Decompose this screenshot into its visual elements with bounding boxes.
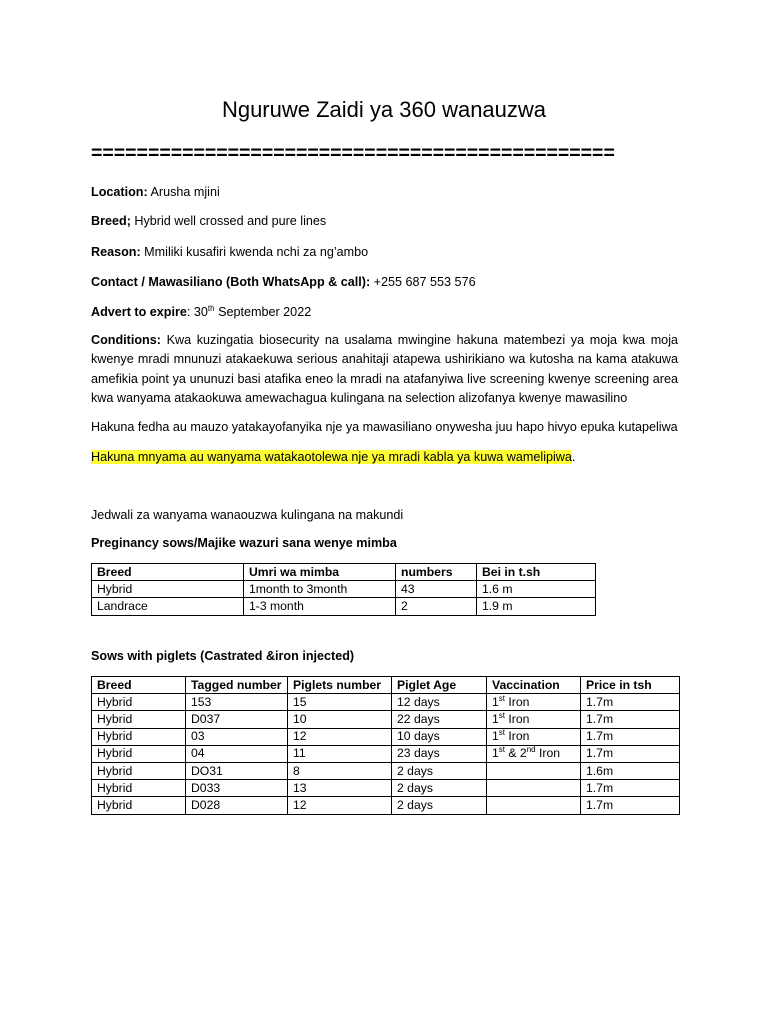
breed-label: Breed; xyxy=(91,214,131,228)
column-header: Breed xyxy=(92,564,244,581)
reason-value: Mmiliki kusafiri kwenda nchi za ng’ambo xyxy=(140,245,369,259)
table-cell: 153 xyxy=(186,694,288,711)
expire-value-post: September 2022 xyxy=(214,305,312,319)
table-cell: 03 xyxy=(186,728,288,745)
table-row xyxy=(92,762,680,779)
table-cell: 1.7m xyxy=(581,797,680,814)
reason-label: Reason: xyxy=(91,245,141,259)
column-header: Tagged number xyxy=(186,677,288,694)
location-label: Location: xyxy=(91,185,148,199)
location-value: Arusha mjini xyxy=(147,185,220,199)
expire-line xyxy=(91,304,311,320)
column-header: Bei in t.sh xyxy=(477,564,596,581)
conditions-text: Kwa kuzingatia biosecurity na usalama mwingine hakuna matembezi ya moja kwa moja kwenye mradi mnunuzi atakaekuwa serious anahitaji atapewa ushirikiano wa kutosha na kama atakuwa amefikia point ya ununuzi basi atafika eneo la mradi na atafanyiwa live screening kwenye screening area kwa wanyama atakaokuwa amewachagua kulingana na selection alizofanya kwenye mawasilino xyxy=(91,333,678,405)
vaccination-cell: 1st Iron xyxy=(487,694,581,711)
contact-line xyxy=(91,274,476,290)
column-header: Price in tsh xyxy=(581,677,680,694)
vaccination-cell: 1st & 2nd Iron xyxy=(487,745,581,762)
column-header: Umri wa mimba xyxy=(244,564,396,581)
table-cell: 2 xyxy=(396,598,477,615)
table-cell: Hybrid xyxy=(92,797,186,814)
pregnant-sows-table xyxy=(91,563,596,616)
table-cell: 13 xyxy=(288,780,392,797)
breed-line xyxy=(91,213,326,229)
column-header: Piglet Age xyxy=(392,677,487,694)
table-cell: 1month to 3month xyxy=(244,581,396,598)
table-cell: 1.7m xyxy=(581,694,680,711)
table-cell: 2 days xyxy=(392,797,487,814)
table-cell: D028 xyxy=(186,797,288,814)
table-row xyxy=(92,694,680,711)
table-cell: 1.7m xyxy=(581,728,680,745)
table-cell: Hybrid xyxy=(92,762,186,779)
table-cell: 10 xyxy=(288,711,392,728)
sows-with-piglets-table xyxy=(91,676,680,815)
table-cell: Hybrid xyxy=(92,694,186,711)
table-cell: 12 xyxy=(288,728,392,745)
vaccination-cell xyxy=(487,762,581,779)
table-cell: 1.7m xyxy=(581,711,680,728)
table-cell: 1.7m xyxy=(581,745,680,762)
vaccination-cell: 1st Iron xyxy=(487,728,581,745)
table-cell: 10 days xyxy=(392,728,487,745)
reason-line xyxy=(91,244,368,260)
table-cell: DO31 xyxy=(186,762,288,779)
table-header-row xyxy=(92,677,680,694)
table-cell: 1.7m xyxy=(581,780,680,797)
table-row xyxy=(92,797,680,814)
table-row xyxy=(92,780,680,797)
column-header: Breed xyxy=(92,677,186,694)
piglets-table-heading xyxy=(91,648,354,664)
vaccination-cell xyxy=(487,780,581,797)
table-cell: Hybrid xyxy=(92,728,186,745)
table-cell: 12 xyxy=(288,797,392,814)
column-header: Vaccination xyxy=(487,677,581,694)
table-row xyxy=(92,581,596,598)
table-cell: D037 xyxy=(186,711,288,728)
table-cell: Hybrid xyxy=(92,711,186,728)
table-cell: 04 xyxy=(186,745,288,762)
table-cell: 1.9 m xyxy=(477,598,596,615)
table-cell: 15 xyxy=(288,694,392,711)
table-row xyxy=(92,745,680,762)
piglets-heading-text: Sows with piglets (Castrated &iron injected) xyxy=(91,649,355,663)
table-cell: 11 xyxy=(288,745,392,762)
highlight-note-line xyxy=(91,449,575,465)
highlight-period: . xyxy=(571,450,576,464)
table-header-row xyxy=(92,564,596,581)
table-cell: 1-3 month xyxy=(244,598,396,615)
table-cell: 22 days xyxy=(392,711,487,728)
table-cell: 2 days xyxy=(392,762,487,779)
breed-value: Hybrid well crossed and pure lines xyxy=(130,214,327,228)
expire-value-pre: : 30 xyxy=(186,305,208,319)
separator-rule: ============================================== xyxy=(91,142,615,164)
table-cell: 1.6m xyxy=(581,762,680,779)
table-cell: Hybrid xyxy=(92,780,186,797)
payment-note: Hakuna fedha au mauzo yatakayofanyika nje ya mawasiliano onywesha juu hapo hivyo epuka kutapeliwa xyxy=(91,420,678,434)
table-cell: 12 days xyxy=(392,694,487,711)
table-row xyxy=(92,598,596,615)
conditions-paragraph xyxy=(91,331,678,408)
pregnant-heading-text: Preginancy sows/Majike wazuri sana wenye mimba xyxy=(91,536,397,550)
piglets-table-body xyxy=(92,694,680,814)
table-cell: 23 days xyxy=(392,745,487,762)
tables-intro: Jedwali za wanyama wanaouzwa kulingana na makundi xyxy=(91,508,404,522)
conditions-label: Conditions: xyxy=(91,333,161,347)
table-row xyxy=(92,711,680,728)
column-header: numbers xyxy=(396,564,477,581)
highlighted-warning: Hakuna mnyama au wanyama watakaotolewa nje ya mradi kabla ya kuwa wamelipiwa xyxy=(91,450,572,464)
location-line xyxy=(91,184,220,200)
table-cell: Hybrid xyxy=(92,745,186,762)
contact-value: +255 687 553 576 xyxy=(370,275,476,289)
vaccination-cell xyxy=(487,797,581,814)
table-cell: D033 xyxy=(186,780,288,797)
table-cell: 8 xyxy=(288,762,392,779)
table-cell: 2 days xyxy=(392,780,487,797)
table-cell: 43 xyxy=(396,581,477,598)
table-cell: Hybrid xyxy=(92,581,244,598)
vaccination-cell: 1st Iron xyxy=(487,711,581,728)
pregnant-table-heading xyxy=(91,535,397,551)
expire-value-sup: th xyxy=(207,303,215,313)
expire-label: Advert to expire xyxy=(91,305,187,319)
table-cell: Landrace xyxy=(92,598,244,615)
contact-label: Contact / Mawasiliano (Both WhatsApp & call): xyxy=(91,275,371,289)
column-header: Piglets number xyxy=(288,677,392,694)
page-title: Nguruwe Zaidi ya 360 wanauzwa xyxy=(221,97,547,122)
table-row xyxy=(92,728,680,745)
table-cell: 1.6 m xyxy=(477,581,596,598)
